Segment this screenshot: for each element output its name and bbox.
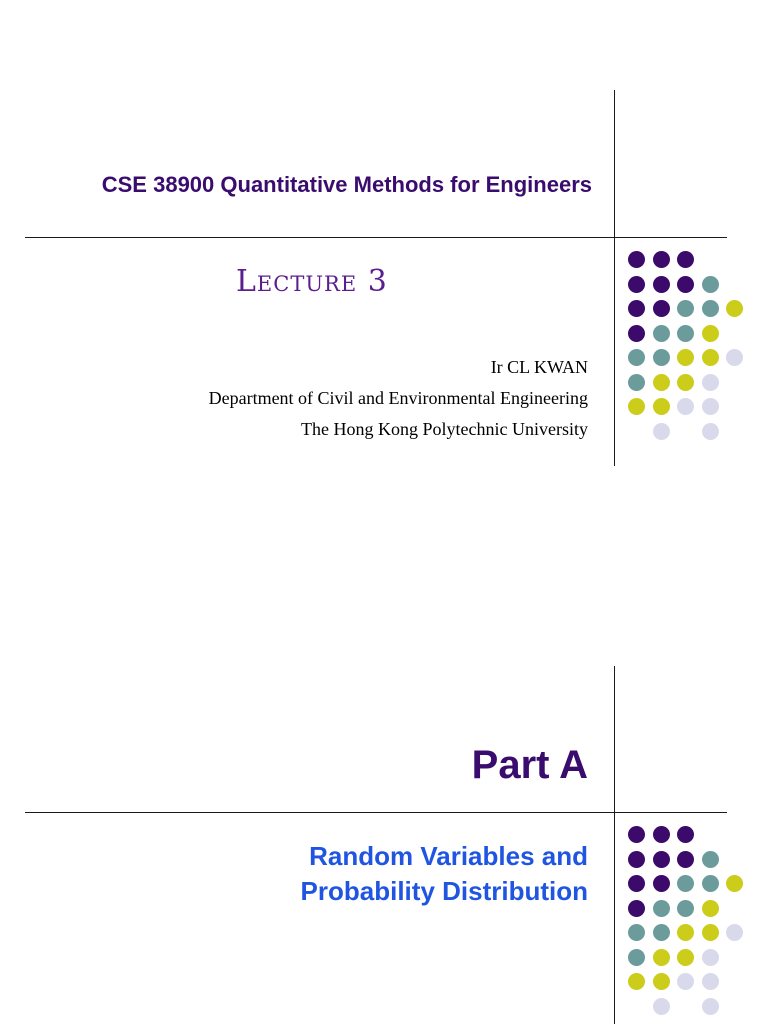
decorative-dot (702, 300, 719, 317)
decorative-dot (653, 423, 670, 440)
decorative-dot (628, 875, 645, 892)
subtitle-line-1: Random Variables and (309, 841, 588, 871)
subtitle-line-2: Probability Distribution (300, 876, 588, 906)
decorative-dot (628, 349, 645, 366)
part-title: Part A (471, 743, 588, 787)
decorative-dot-grid (620, 251, 760, 451)
decorative-dot (677, 924, 694, 941)
decorative-dot (653, 924, 670, 941)
decorative-dot (628, 826, 645, 843)
decorative-dot (628, 398, 645, 415)
decorative-dot (677, 973, 694, 990)
decorative-dot (726, 349, 743, 366)
lecture-title: Lecture 3 (236, 264, 388, 299)
decorative-dot (726, 300, 743, 317)
decorative-dot (677, 875, 694, 892)
decorative-dot (653, 349, 670, 366)
decorative-dot (628, 900, 645, 917)
title-slide (0, 0, 768, 512)
section-slide (0, 512, 768, 1024)
decorative-dot (653, 325, 670, 342)
decorative-dot (653, 875, 670, 892)
horizontal-divider (25, 237, 727, 238)
decorative-dot (677, 398, 694, 415)
decorative-dot (677, 349, 694, 366)
decorative-dot (677, 949, 694, 966)
vertical-divider (614, 666, 615, 1024)
department-name: Department of Civil and Environmental Engineering (208, 388, 588, 408)
decorative-dot (628, 924, 645, 941)
decorative-dot (677, 851, 694, 868)
decorative-dot (653, 374, 670, 391)
decorative-dot (702, 374, 719, 391)
decorative-dot-grid (620, 826, 760, 1026)
decorative-dot (628, 851, 645, 868)
decorative-dot (677, 251, 694, 268)
decorative-dot (702, 900, 719, 917)
decorative-dot (702, 423, 719, 440)
part-subtitle (301, 839, 588, 909)
decorative-dot (628, 325, 645, 342)
decorative-dot (628, 973, 645, 990)
decorative-dot (677, 900, 694, 917)
decorative-dot (628, 251, 645, 268)
decorative-dot (726, 924, 743, 941)
decorative-dot (702, 924, 719, 941)
decorative-dot (702, 349, 719, 366)
decorative-dot (653, 973, 670, 990)
university-name: The Hong Kong Polytechnic University (301, 419, 588, 439)
decorative-dot (653, 998, 670, 1015)
decorative-dot (677, 300, 694, 317)
decorative-dot (653, 826, 670, 843)
presenter-name: Ir CL KWAN (490, 357, 588, 377)
decorative-dot (702, 973, 719, 990)
decorative-dot (628, 374, 645, 391)
decorative-dot (677, 325, 694, 342)
decorative-dot (653, 276, 670, 293)
course-title: CSE 38900 Quantitative Methods for Engineers (101, 172, 592, 197)
decorative-dot (702, 325, 719, 342)
decorative-dot (702, 875, 719, 892)
decorative-dot (628, 949, 645, 966)
decorative-dot (726, 875, 743, 892)
decorative-dot (628, 276, 645, 293)
decorative-dot (653, 900, 670, 917)
decorative-dot (653, 851, 670, 868)
decorative-dot (702, 276, 719, 293)
horizontal-divider (25, 812, 727, 813)
decorative-dot (702, 949, 719, 966)
decorative-dot (653, 949, 670, 966)
decorative-dot (677, 374, 694, 391)
decorative-dot (702, 398, 719, 415)
decorative-dot (677, 276, 694, 293)
decorative-dot (677, 826, 694, 843)
vertical-divider (614, 90, 615, 466)
decorative-dot (653, 398, 670, 415)
decorative-dot (653, 251, 670, 268)
decorative-dot (628, 300, 645, 317)
decorative-dot (653, 300, 670, 317)
decorative-dot (702, 998, 719, 1015)
decorative-dot (702, 851, 719, 868)
